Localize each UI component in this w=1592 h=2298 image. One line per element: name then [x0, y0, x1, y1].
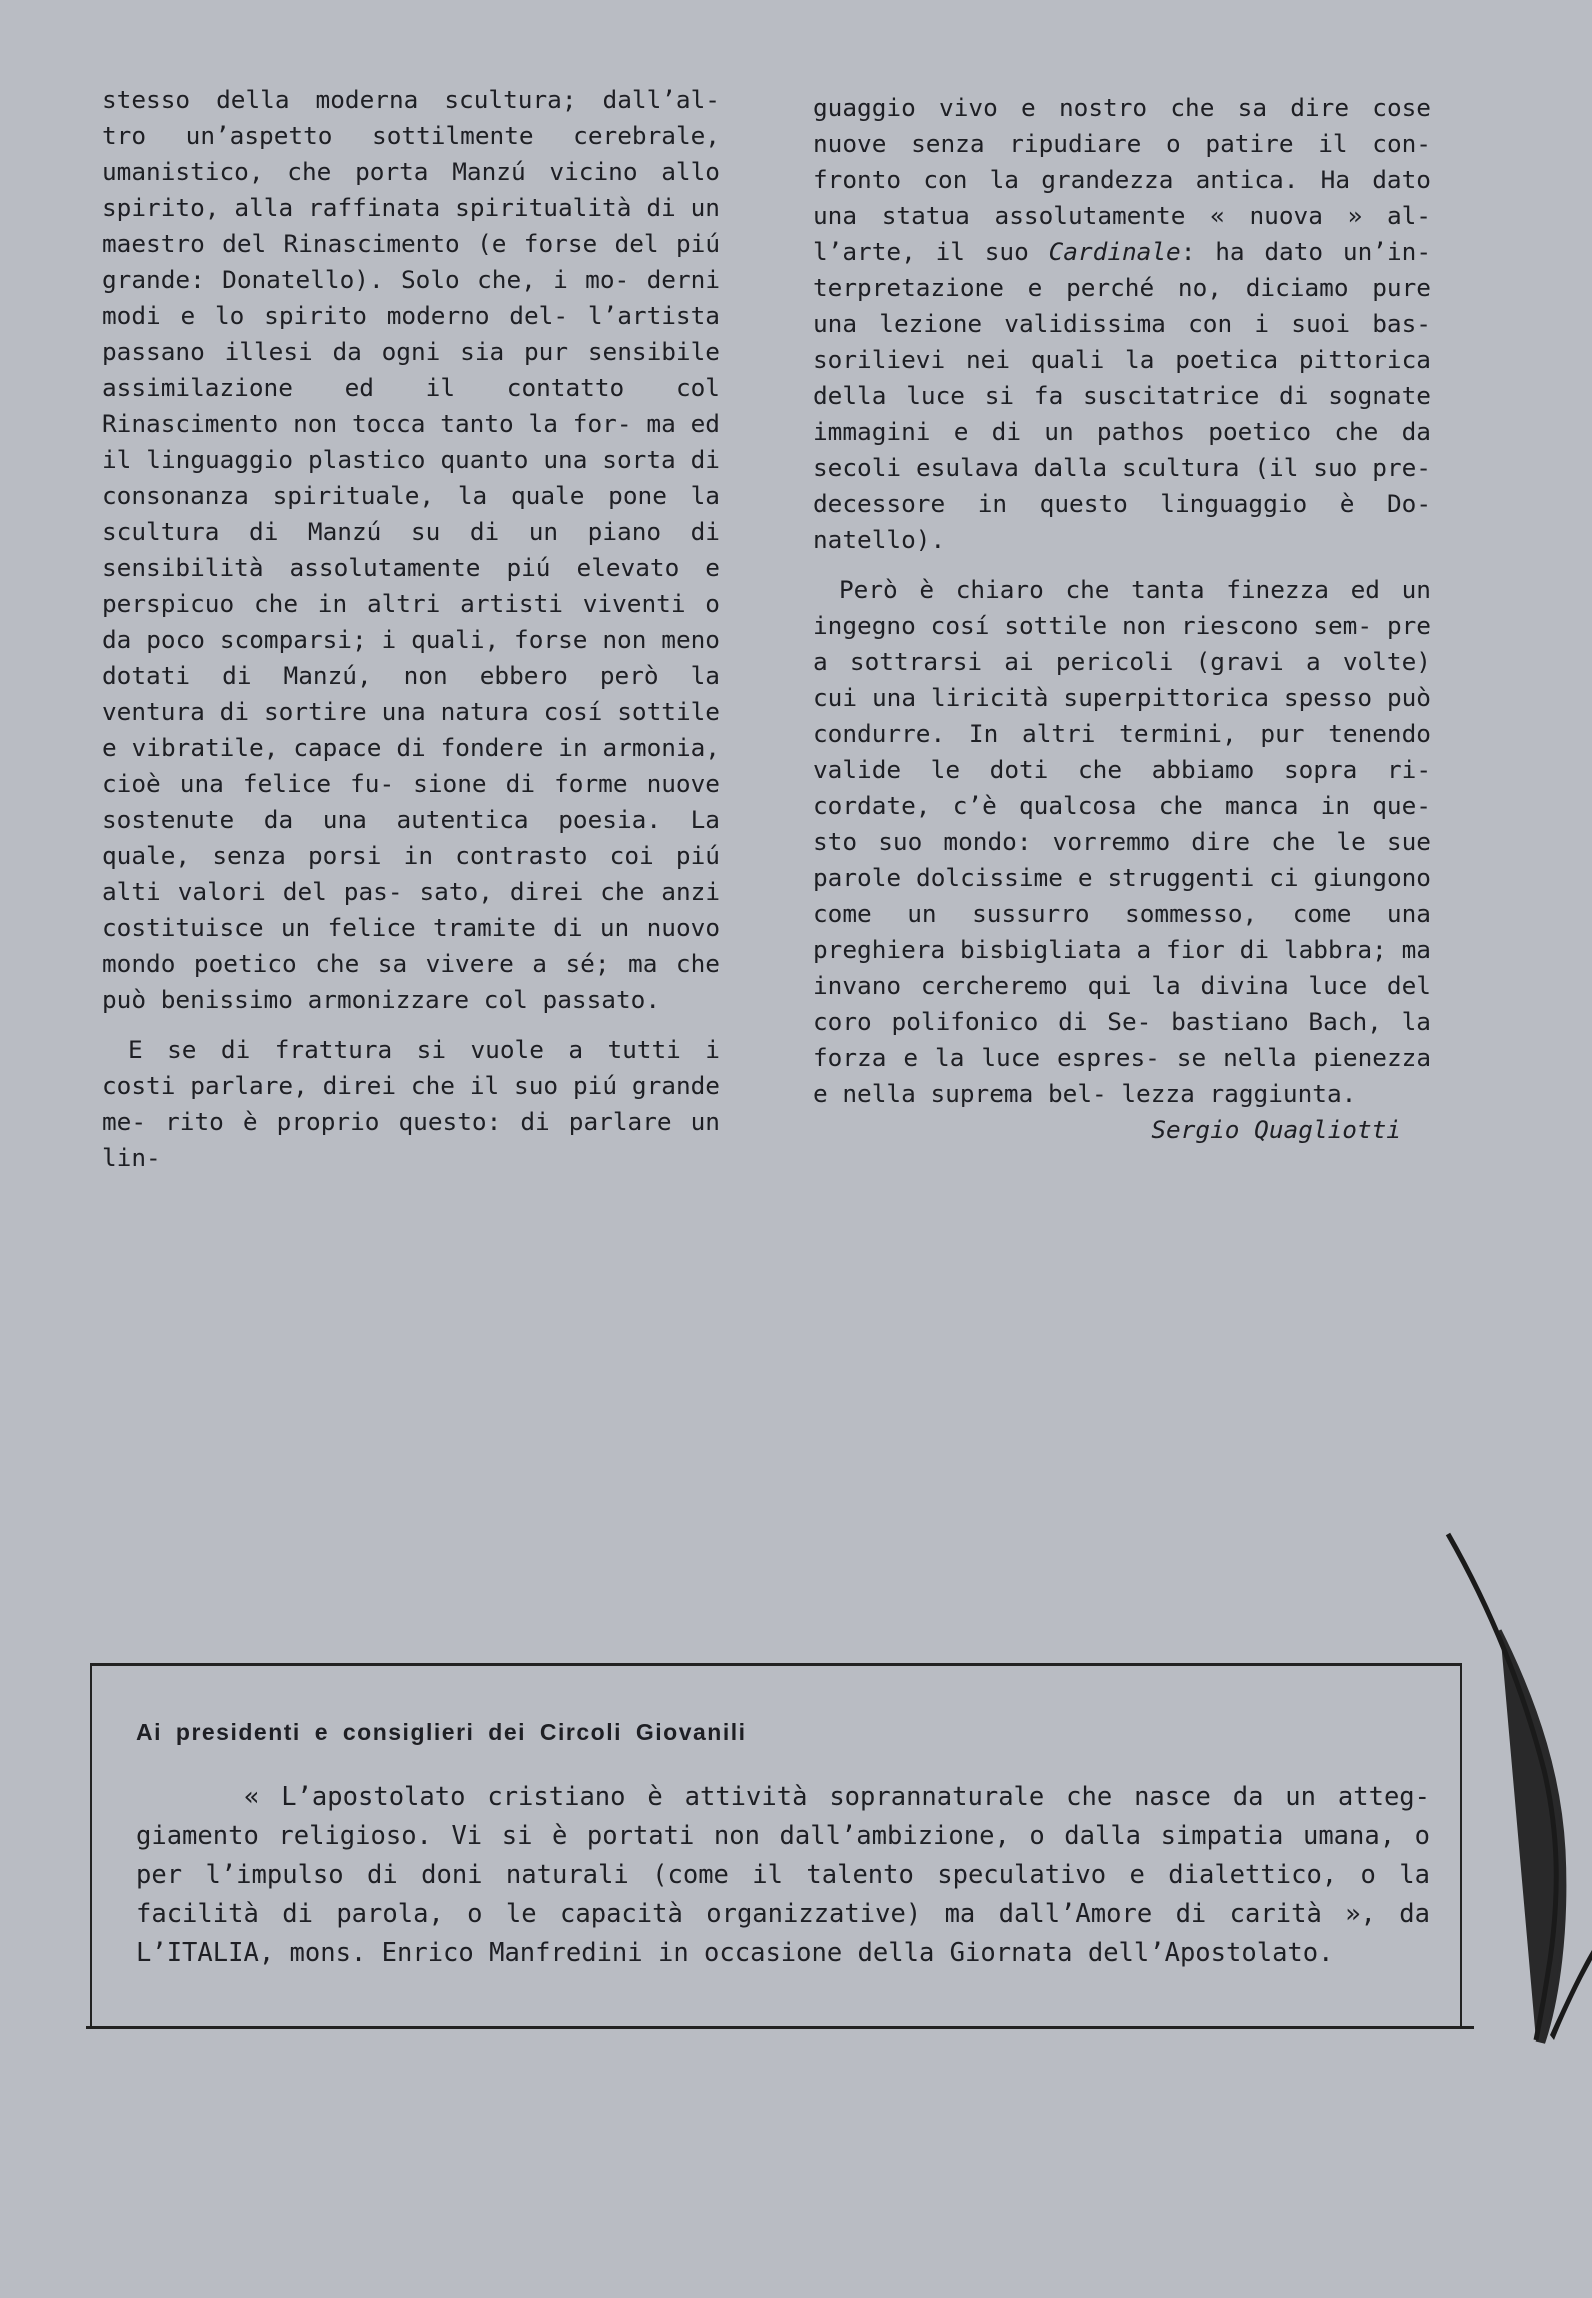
notice-box: [90, 1663, 1462, 2029]
author-signature: Sergio Quagliotti: [1151, 1115, 1401, 1144]
article-paragraph: [813, 90, 1431, 558]
article-right-column: [813, 90, 1431, 1148]
box-border-left: [90, 1663, 92, 2029]
article-left-column: [102, 82, 720, 1176]
notice-heading: Ai presidenti e consiglieri dei Circoli Giovanili: [136, 1719, 747, 1745]
box-border-top: [90, 1663, 1462, 1666]
article-paragraph: Però è chiaro che tanta finezza ed un ingegno cosí sottile non riescono sem- pre a sottrarsi ai pericoli (gravi a volte) cui una liricità superpittorica spesso può condurre. In altri termini, pur tenendo valide le doti che abbiamo sopra ri- cordate, c’è qualcosa che manca in que- sto suo mondo: vorremmo dire che le sue parole dolcissime e struggenti ci giungono come un sussurro sommesso, come una preghiera bisbigliata a fior di labbra; ma invano cercheremo qui la divina luce del coro polifonico di Se- bastiano Bach, la forza e la luce espres- se nella pienezza e nella suprema bel- lezza raggiunta.: [813, 575, 1431, 1108]
article-text: guaggio vivo e nostro che sa dire cose nuove senza ripudiare o patire il con- fronto con la grandezza antica. Ha dato una statua assolutamente « nuova » al- l’arte, il suo: [813, 93, 1431, 266]
article-paragraph: E se di frattura si vuole a tutti i costi parlare, direi che il suo piú grande me- rito è proprio questo: di parlare un lin-: [102, 1035, 720, 1172]
artwork-title: Cardinale: [1048, 237, 1181, 266]
box-border-bottom: [86, 2026, 1474, 2029]
article-paragraph: stesso della moderna scultura; dall’al- tro un’aspetto sottilmente cerebrale, umanistico, che porta Manzú vicino allo spirito, alla raffinata spiritualità di un maestro del Rinascimento (e forse del piú grande: Donatello). Solo che, i mo- derni modi e lo spirito moderno del- l’artista passano illesi da ogni sia pur sensibile assimilazione ed il contatto col Rinascimento non tocca tanto la for- ma ed il linguaggio plastico quanto una sorta di consonanza spirituale, la quale pone la scultura di Manzú su di un piano di sensibilità assolutamente piú elevato e perspicuo che in altri artisti viventi o da poco scomparsi; i quali, forse non meno dotati di Manzú, non ebbero però la ventura di sortire una natura cosí sottile e vibratile, capace di fondere in armonia, cioè una felice fu- sione di forme nuove sostenute da una autentica poesia. La quale, senza porsi in contrasto coi piú alti valori del pas- sato, direi che anzi costituisce un felice tramite di un nuovo mondo poetico che sa vivere a sé; ma che può benissimo armonizzare col passato.: [102, 85, 720, 1014]
notice-text: « L’apostolato cristiano è attività soprannaturale che nasce da un atteg- giamento religioso. Vi si è portati non dall’ambizione, o dalla simpatia umana, o per l’impulso di doni naturali (come il talento speculativo e dialettico, o la facilità di parola, o le capacità organizzative) ma dall’Amore di carità », da L’ITALIA, mons. Enrico Manfredini in occasione della Giornata dell’Apostolato.: [136, 1782, 1430, 1968]
article-text: : ha dato un’in- terpretazione e perché no, diciamo pure una lezione validissima con i suoi bas- sorilievi nei quali la poetica pittorica della luce si fa suscitatrice di sognate immagini e di un pathos poetico che da secoli esulava dalla scultura (il suo pre- decessore in questo linguaggio è Do- natello).: [813, 237, 1431, 554]
page-edge-mark: [1440, 1530, 1592, 2050]
